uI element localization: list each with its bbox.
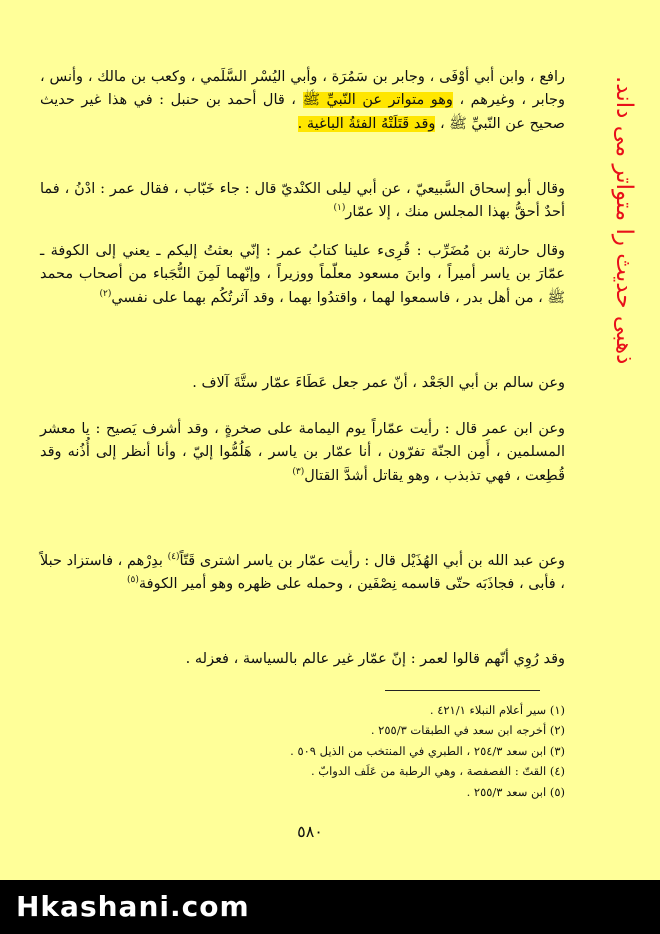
page-number: ٥٨٠: [297, 822, 323, 841]
footnote-ref-4: (٤): [167, 552, 180, 563]
p4-line-1: وعن سالم بن أبي الجَعْد ، أنّ عمر جعل عَطَاءَ عمّار ستَّةَ آلاف .: [192, 375, 565, 391]
watermark-bar: [0, 880, 660, 934]
p5-line-1: وعن ابن عمر قال : رأيت عمّاراً يوم اليمامة على صخرةٍ ، وقد أشرف: [142, 421, 566, 437]
footnotes: [160, 700, 565, 802]
paragraph-7: [40, 648, 565, 671]
footnote-1: (١) سير أعلام النبلاء ٤٢١/١ .: [429, 703, 565, 717]
footnote-3: (٣) ابن سعد ٢٥٤/٣ ، الطبري في المنتخب من الذيل ٥٠٩ .: [290, 743, 565, 758]
p1-line-3: ، قال أحمد بن: [205, 92, 303, 109]
p7-line-1: وقد رُوِي أنّهم قالوا لعمر : إنّ عمّار غير عالم بالسياسة ، فعزله .: [185, 651, 565, 667]
footnote-ref-1: (١): [333, 203, 346, 214]
footnote-ref-2: (٢): [99, 289, 112, 300]
footnote-ref-3: (٣): [292, 467, 305, 478]
p3-line-1: وقال حارثة بن مُضَرِّب : قُرِىء علينا كتابُ عمر : إنّي بعثتُ إليكم ـ: [156, 243, 566, 259]
p6-line-1: وعن عبد الله بن أبي الهُذَيْل قال : رأيت عمّار بن ياسر اشترى قَتّاً: [179, 553, 566, 569]
paragraph-4: [40, 372, 565, 395]
paragraph-2: [40, 178, 565, 225]
footnote-divider: [385, 690, 540, 691]
footnote-5: (٥) ابن سعد ٢٥٥/٣ .: [466, 784, 565, 799]
side-annotation: [594, 55, 654, 385]
p6-line-2: بدِرْهم ، فاستزاد حبلاً ، فأبى ، فجاذَبَه حتّى قاسمه نِصْفَين ، وحمله على: [40, 553, 565, 593]
p3-line-2: يعني إلى الكوفة ـ عمّارَ بن ياسر أميراً ، وابنَ مسعود معلّماً ووزيراً ، وإنّهما: [40, 243, 565, 283]
highlight-baghiya: وقد قَتَلَتْهُ الفئةُ الباغية .: [297, 115, 436, 132]
p1-line-2: مالك ، وأنس ، وجابر ، وغيرهم ،: [40, 69, 566, 109]
footnote-2: (٢) أخرجه ابن سعد في الطبقات ٢٥٥/٣ .: [370, 723, 565, 738]
paragraph-1: [40, 66, 565, 136]
paragraph-3: [40, 240, 565, 310]
watermark-text: Hkashani.com: [16, 890, 250, 923]
paragraph-5: [40, 418, 565, 488]
paragraph-6: [40, 550, 565, 597]
p3-line-4: بهما ، وقد آثرتُكُم بهما على نفسي: [111, 289, 312, 306]
footnote-ref-5: (٥): [127, 575, 139, 586]
p3-line-3: لَمِنَ النُّجَباء من أصحاب محمد ﷺ ، من أهل بدر ، فاسمعوا لهما ، واقتدُوا: [40, 266, 565, 306]
side-annotation-text: ذهبی حدیث را متواتر می داند.: [611, 75, 637, 365]
p2-line-2: فقال عمر : ادْنُ ، فما أحدٌ أحقُّ بهذا المجلس منك ، إلا عمّار: [40, 181, 565, 221]
p6-line-3: ظهره وهو أمير الكوفة: [138, 576, 272, 593]
p1-line-4: حنبل : في هذا غير حديث صحيح عن النّبيِّ ﷺ ،: [40, 92, 565, 132]
p1-line-1: رافع ، وابن أبي أوْفَى ، وجابر بن سَمُرَة ، وأبي اليُسْر السَّلَمي ، وكعب بن: [130, 69, 566, 85]
highlight-mutawatir: وهو متواتر عن النّبيِّ ﷺ: [302, 92, 453, 109]
p5-line-3: إليّ ، وأنا أنظر إلى أُذُنه وقد قُطِعت ، فهي تذبذب ، وهو يقاتل أشدَّ: [40, 444, 565, 484]
p5-line-4: القتال: [304, 467, 340, 484]
footnote-4: (٤) القتّ : الفصفصة ، وهي الرطبة من عَلَف الدوابّ .: [310, 764, 565, 779]
p5-line-2: يَصيح : يا معشر المسلمين ، أَمِن الجنّة تفرّون ، أنا عمّار بن ياسر ، هَلُمُّوا: [40, 421, 566, 461]
p2-line-1: وقال أبو إسحاق السَّبيعيّ ، عن أبي ليلى الكنْديّ قال : جاء خَبّاب ،: [173, 181, 566, 197]
